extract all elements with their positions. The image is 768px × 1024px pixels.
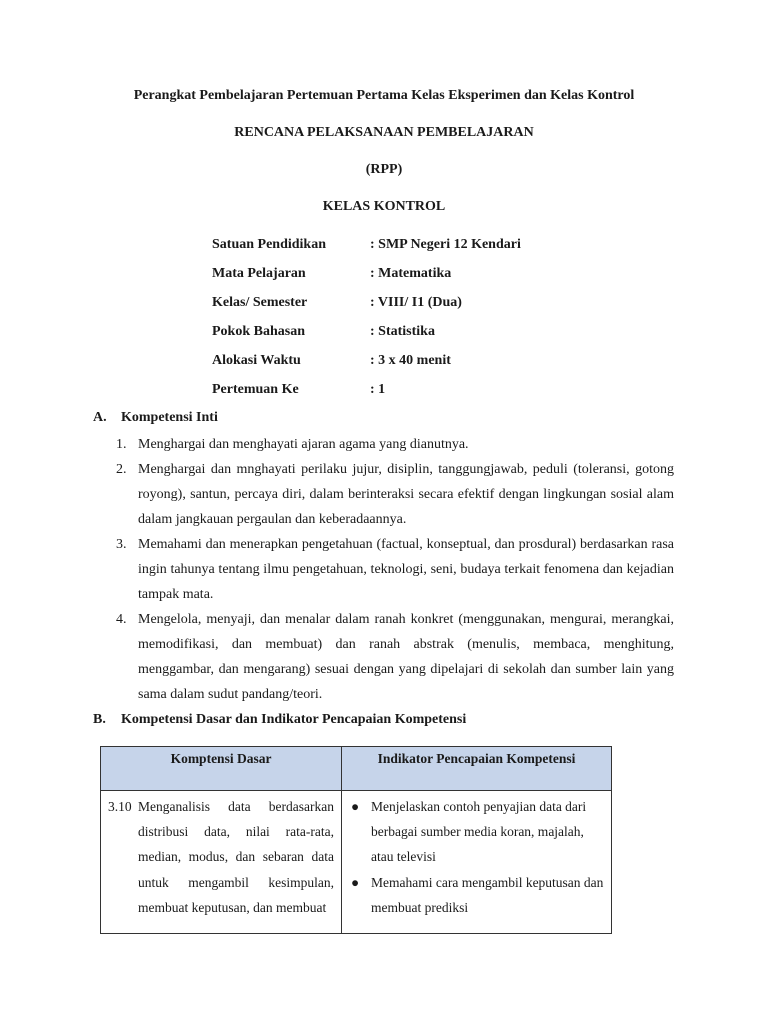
basic-competency-cell bbox=[101, 791, 342, 934]
list-item-text: Menghargai dan mnghayati perilaku jujur, disiplin, tanggungjawab, peduli (toleransi, gotong royong), santun, percaya diri, dalam berinteraksi secara efektif dengan lingkungan sosial alam dalam jangkauan pergaulan dan keberadaannya. bbox=[138, 462, 674, 527]
identity-label: Alokasi Waktu bbox=[212, 353, 301, 368]
identity-label: Kelas/ Semester bbox=[212, 295, 308, 310]
bullet-icon: ● bbox=[351, 874, 360, 890]
section-b-heading bbox=[93, 712, 466, 728]
column-header-basic-competency: Komptensi Dasar bbox=[101, 747, 342, 791]
list-number: 4. bbox=[116, 612, 127, 627]
identity-row bbox=[212, 353, 632, 375]
section-letter: A. bbox=[93, 410, 107, 425]
table-row bbox=[101, 791, 612, 934]
list-item bbox=[116, 532, 674, 607]
competency-text: Menganalisis data berdasarkan distribusi data, nilai rata-rata, median, modus, dan sebaran data untuk mengambil kesimpulan, membuat keputusan, dan membuat bbox=[138, 799, 334, 915]
class-heading: KELAS KONTROL bbox=[322, 199, 446, 214]
identity-value: : 1 bbox=[370, 382, 386, 397]
identity-label: Satuan Pendidikan bbox=[212, 237, 326, 252]
competency-number: 3.10 bbox=[108, 799, 132, 814]
indicator-text: Memahami cara mengambil keputusan dan membuat prediksi bbox=[371, 874, 604, 915]
section-title: Kompetensi Inti bbox=[121, 410, 218, 425]
identity-value: : VIII/ I1 (Dua) bbox=[370, 295, 462, 310]
list-item-text: Mengelola, menyaji, dan menalar dalam ranah konkret (menggunakan, mengurai, merangkai, memodifikasi, dan membuat) dan ranah abstrak (menulis, membaca, menghitung, menggambar, dan mengarang) sesuai dengan yang dipelajari di sekolah dan sumber lain yang sama dalam sudut pandang/teori. bbox=[138, 612, 674, 702]
identity-row bbox=[212, 324, 632, 346]
indicator-text: Menjelaskan contoh penyajian data dari berbagai sumber media koran, majalah, atau televisi bbox=[371, 799, 587, 865]
core-competency-list bbox=[116, 432, 674, 707]
competency-table bbox=[100, 746, 612, 934]
document-subtitle: (RPP) bbox=[365, 162, 403, 177]
document-title: RENCANA PELAKSANAAN PEMBELAJARAN bbox=[234, 125, 534, 140]
list-item bbox=[116, 607, 674, 707]
header-line-1: Perangkat Pembelajaran Pertemuan Pertama Kelas Eksperimen dan Kelas Kontrol bbox=[133, 88, 635, 103]
indicator-cell bbox=[342, 791, 612, 934]
identity-label: Pokok Bahasan bbox=[212, 324, 305, 339]
identity-value: : 3 x 40 menit bbox=[370, 353, 451, 368]
list-number: 3. bbox=[116, 537, 127, 552]
identity-value: : Matematika bbox=[370, 266, 452, 281]
list-item-text: Menghargai dan menghayati ajaran agama yang dianutnya. bbox=[138, 437, 469, 452]
list-number: 2. bbox=[116, 462, 127, 477]
identity-row bbox=[212, 266, 632, 288]
identity-row bbox=[212, 382, 632, 404]
list-item bbox=[349, 870, 604, 920]
indicator-list bbox=[343, 792, 610, 920]
identity-row bbox=[212, 295, 632, 317]
identity-row bbox=[212, 237, 632, 259]
identity-value: : SMP Negeri 12 Kendari bbox=[370, 237, 521, 252]
identity-label: Pertemuan Ke bbox=[212, 382, 299, 397]
identity-label: Mata Pelajaran bbox=[212, 266, 306, 281]
list-item bbox=[116, 457, 674, 532]
section-title: Kompetensi Dasar dan Indikator Pencapaian Kompetensi bbox=[121, 712, 467, 727]
list-item-text: Memahami dan menerapkan pengetahuan (factual, konseptual, dan prosdural) berdasarkan rasa ingin tahunya tentang ilmu pengetahuan, teknologi, seni, budaya terkait fenomena dan kejadian tampak mata. bbox=[138, 537, 674, 602]
section-letter: B. bbox=[93, 712, 106, 727]
identity-value: : Statistika bbox=[370, 324, 435, 339]
column-header-indicators: Indikator Pencapaian Kompetensi bbox=[342, 747, 612, 791]
bullet-icon: ● bbox=[351, 799, 360, 814]
list-number: 1. bbox=[116, 437, 127, 452]
table-header-row bbox=[101, 747, 612, 791]
section-a-heading bbox=[93, 410, 218, 426]
list-item bbox=[349, 794, 604, 870]
list-item bbox=[116, 432, 674, 457]
